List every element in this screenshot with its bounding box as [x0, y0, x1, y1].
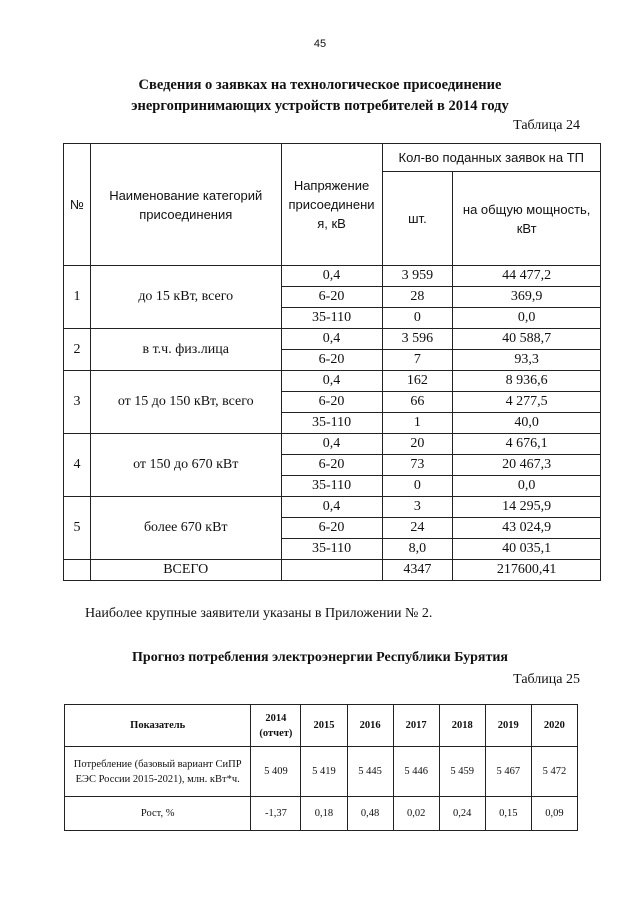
section2-title: Прогноз потребления электроэнергии Республики Бурятия	[132, 650, 508, 665]
table-row	[64, 497, 601, 518]
section1-title	[60, 75, 580, 117]
count-cell: 3 596	[382, 329, 453, 350]
category-name: более 670 кВт	[90, 497, 281, 560]
category-name: до 15 кВт, всего	[90, 266, 281, 329]
note-text: Наиболее крупные заявители указаны в Приложении № 2.	[85, 606, 433, 621]
value-cell: 5 445	[347, 747, 393, 797]
category-name: от 150 до 670 кВт	[90, 434, 281, 497]
header-requests-group: Кол-во поданных заявок на ТП	[382, 144, 601, 172]
power-cell: 4 676,1	[453, 434, 601, 455]
power-cell: 4 277,5	[453, 392, 601, 413]
count-cell: 7	[382, 350, 453, 371]
value-cell: 0,02	[393, 797, 439, 831]
voltage-cell: 0,4	[281, 266, 382, 287]
count-cell: 24	[382, 518, 453, 539]
voltage-cell: 35-110	[281, 476, 382, 497]
voltage-cell: 6-20	[281, 287, 382, 308]
value-cell: -1,37	[251, 797, 301, 831]
total-empty-num	[64, 560, 91, 581]
voltage-cell: 35-110	[281, 308, 382, 329]
year-header: 2015	[301, 705, 347, 747]
count-cell: 8,0	[382, 539, 453, 560]
value-cell: 0,15	[485, 797, 531, 831]
header-count: шт.	[382, 172, 453, 266]
count-cell: 73	[382, 455, 453, 476]
power-cell: 20 467,3	[453, 455, 601, 476]
table25-caption: Таблица 25	[513, 672, 580, 687]
table-row	[65, 797, 578, 831]
power-cell: 40 588,7	[453, 329, 601, 350]
power-cell: 0,0	[453, 308, 601, 329]
category-name: от 15 до 150 кВт, всего	[90, 371, 281, 434]
total-power: 217600,41	[453, 560, 601, 581]
total-empty-voltage	[281, 560, 382, 581]
count-cell: 162	[382, 371, 453, 392]
table25-header-row	[65, 705, 578, 747]
category-name: в т.ч. физ.лица	[90, 329, 281, 371]
power-cell: 369,9	[453, 287, 601, 308]
power-cell: 8 936,6	[453, 371, 601, 392]
count-cell: 28	[382, 287, 453, 308]
section1-title-line1: Сведения о заявках на технологическое присоединение	[138, 77, 502, 93]
value-cell: 5 409	[251, 747, 301, 797]
row-num: 1	[64, 266, 91, 329]
count-cell: 0	[382, 308, 453, 329]
header-power: на общую мощность, кВт	[453, 172, 601, 266]
total-row	[64, 560, 601, 581]
count-cell: 20	[382, 434, 453, 455]
voltage-cell: 6-20	[281, 455, 382, 476]
count-cell: 0	[382, 476, 453, 497]
year-header: 2014 (отчет)	[251, 705, 301, 747]
value-cell: 0,18	[301, 797, 347, 831]
value-cell: 0,48	[347, 797, 393, 831]
power-cell: 43 024,9	[453, 518, 601, 539]
power-cell: 14 295,9	[453, 497, 601, 518]
row-num: 2	[64, 329, 91, 371]
header-num: №	[64, 144, 91, 266]
table24-caption: Таблица 24	[513, 118, 580, 133]
header-voltage: Напряжение присоединени я, кВ	[281, 144, 382, 266]
total-label: ВСЕГО	[90, 560, 281, 581]
indicator-label: Потребление (базовый вариант СиПР ЕЭС России 2015-2021), млн. кВт*ч.	[65, 747, 251, 797]
table-row	[64, 434, 601, 455]
table24-body	[64, 144, 601, 581]
voltage-cell: 6-20	[281, 350, 382, 371]
value-cell: 0,09	[531, 797, 577, 831]
table-row	[65, 747, 578, 797]
year-header: 2018	[439, 705, 485, 747]
count-cell: 3 959	[382, 266, 453, 287]
row-num: 4	[64, 434, 91, 497]
power-cell: 93,3	[453, 350, 601, 371]
table24	[63, 143, 601, 581]
power-cell: 40,0	[453, 413, 601, 434]
year-header: 2016	[347, 705, 393, 747]
header-indicator: Показатель	[65, 705, 251, 747]
total-count: 4347	[382, 560, 453, 581]
value-cell: 0,24	[439, 797, 485, 831]
table25-body	[65, 747, 578, 831]
table-row	[64, 329, 601, 350]
year-header: 2017	[393, 705, 439, 747]
year-header: 2020	[531, 705, 577, 747]
value-cell: 5 467	[485, 747, 531, 797]
voltage-cell: 35-110	[281, 413, 382, 434]
voltage-cell: 0,4	[281, 371, 382, 392]
power-cell: 0,0	[453, 476, 601, 497]
voltage-cell: 35-110	[281, 539, 382, 560]
header-category: Наименование категорий присоединения	[90, 144, 281, 266]
page-number: 45	[313, 38, 327, 50]
voltage-cell: 6-20	[281, 392, 382, 413]
power-cell: 44 477,2	[453, 266, 601, 287]
value-cell: 5 472	[531, 747, 577, 797]
voltage-cell: 0,4	[281, 329, 382, 350]
row-num: 5	[64, 497, 91, 560]
indicator-label: Рост, %	[65, 797, 251, 831]
count-cell: 3	[382, 497, 453, 518]
voltage-cell: 6-20	[281, 518, 382, 539]
year-header: 2019	[485, 705, 531, 747]
table25	[64, 704, 578, 831]
count-cell: 1	[382, 413, 453, 434]
voltage-cell: 0,4	[281, 497, 382, 518]
voltage-cell: 0,4	[281, 434, 382, 455]
power-cell: 40 035,1	[453, 539, 601, 560]
row-num: 3	[64, 371, 91, 434]
count-cell: 66	[382, 392, 453, 413]
table-row	[64, 266, 601, 287]
value-cell: 5 419	[301, 747, 347, 797]
value-cell: 5 459	[439, 747, 485, 797]
value-cell: 5 446	[393, 747, 439, 797]
section1-title-line2: энергопринимающих устройств потребителей в 2014 году	[131, 98, 509, 114]
table-row	[64, 371, 601, 392]
